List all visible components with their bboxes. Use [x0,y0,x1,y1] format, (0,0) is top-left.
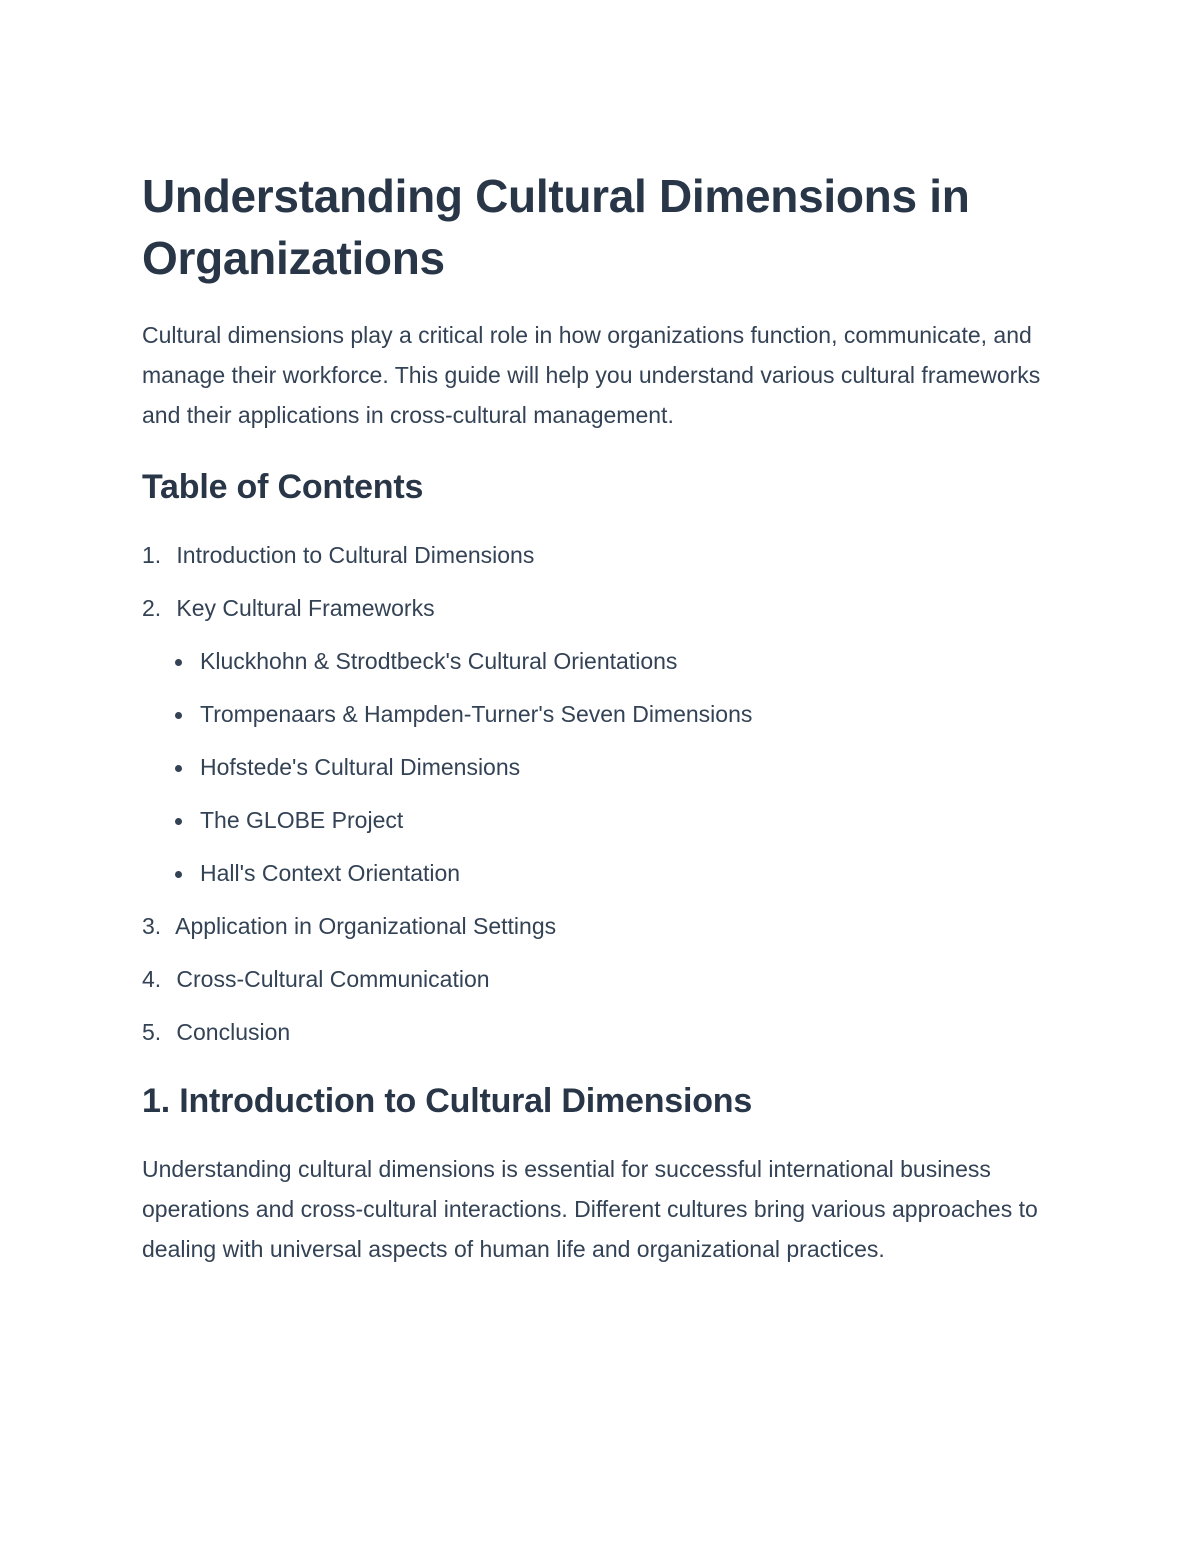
toc-item-label: Conclusion [176,1019,291,1045]
toc-item-number: 3. [142,913,162,939]
toc-sublist [142,635,1062,900]
bullet-icon [175,712,182,719]
section-body-introduction: Understanding cultural dimensions is essential for successful international business operations and cross-cultural interactions. Different cultures bring various approaches to dealing with universal aspects of human life and organizational practices. [142,1156,1038,1262]
toc-item-3[interactable] [142,900,1062,953]
document-page [142,165,1062,1269]
toc-item-2[interactable] [142,582,1062,900]
bullet-icon [175,818,182,825]
bullet-icon [175,659,182,666]
toc-subitem-hofstede[interactable] [172,741,1062,794]
toc-item-label: Cross-Cultural Communication [176,966,490,992]
toc-heading: Table of Contents [142,468,424,506]
toc-item-number: 4. [142,966,162,992]
toc-item-number: 1. [142,542,162,568]
table-of-contents [142,529,1062,1059]
toc-item-4[interactable] [142,953,1062,1006]
toc-subitem-label: Hofstede's Cultural Dimensions [200,754,521,780]
toc-subitem-globe[interactable] [172,794,1062,847]
toc-subitem-hall[interactable] [172,847,1062,900]
toc-item-1[interactable] [142,529,1062,582]
toc-subitem-label: Kluckhohn & Strodtbeck's Cultural Orientations [200,648,678,674]
toc-subitem-label: Hall's Context Orientation [200,860,461,886]
toc-subitem-label: Trompenaars & Hampden-Turner's Seven Dimensions [200,701,753,727]
intro-paragraph: Cultural dimensions play a critical role in how organizations function, communicate, and manage their workforce. This guide will help you understand various cultural frameworks and their applications in cross-cultural management. [142,322,1041,428]
toc-item-number: 2. [142,595,162,621]
toc-subitem-label: The GLOBE Project [200,807,404,833]
toc-subitem-kluckhohn[interactable] [172,635,1062,688]
document-title: Understanding Cultural Dimensions in Organizations [142,170,970,284]
section-heading-introduction: 1. Introduction to Cultural Dimensions [142,1082,753,1120]
toc-item-label: Key Cultural Frameworks [176,595,435,621]
toc-item-label: Application in Organizational Settings [175,913,557,939]
toc-item-5[interactable] [142,1006,1062,1059]
bullet-icon [175,871,182,878]
bullet-icon [175,765,182,772]
toc-item-number: 5. [142,1019,162,1045]
toc-subitem-trompenaars[interactable] [172,688,1062,741]
toc-item-label: Introduction to Cultural Dimensions [176,542,535,568]
